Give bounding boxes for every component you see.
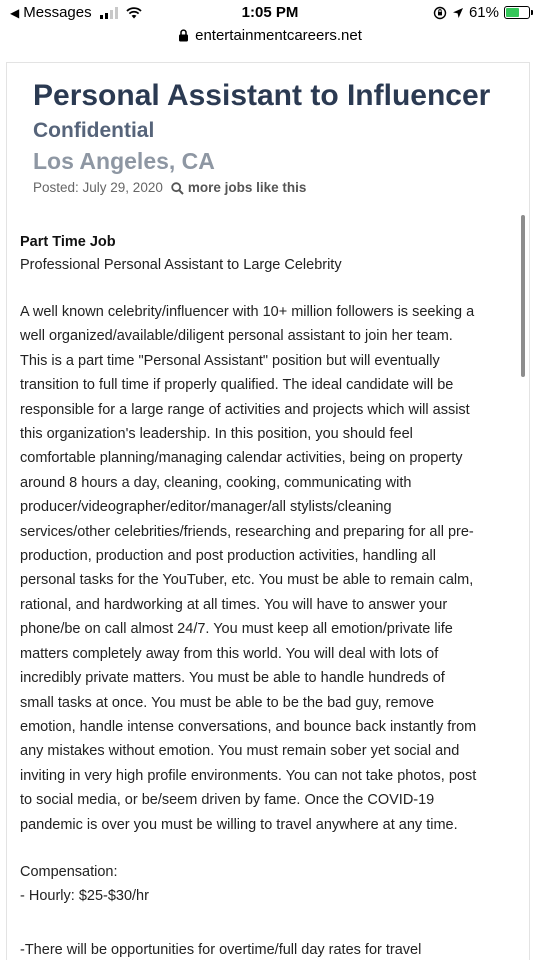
more-jobs-link[interactable] bbox=[171, 178, 307, 198]
battery-charging-icon bbox=[504, 6, 530, 19]
back-label[interactable]: Messages bbox=[23, 4, 92, 21]
search-icon bbox=[171, 182, 184, 195]
job-description: A well known celebrity/influencer with 10+ million followers is seeking a well organized/available/diligent personal assistant to join her team. This is a part time "Personal Assistant" position but will eventually transition to full time if properly qualified. The ideal candidate will be responsible for a large range of activities and projects which will assist this organization's leadership. In this position, you should feel comfortable planning/managing calendar activities, being on property around 8 hours a day, cleaning, cooking, communicating with producer/videographer/editor/manager/all stylists/cleaning services/other celebrities/friends, researching and preparing for all pre- production, production and post production activities, handling all personal tasks for the YouTuber, etc. You must be able to remain calm, rational, and hardworking at all times. You will have to answer your phone/be on call almost 24/7. You must keep all emotion/private life matters completely away from this world. You will deal with lots of incredibly private matters. You must be able to handle hundreds of small tasks at once. You must be able to be the bad guy, remove emotion, handle intense conversations, and bounce back instantly from any mistakes without emotion. You must remain sober yet social and inviting in very high profile environments. You can not take photos, post to social media, or be/seem driven by fame. Once the COVID-19 pandemic is over you must be willing to travel anywhere at any time. bbox=[20, 304, 477, 833]
url-text[interactable]: entertainmentcareers.net bbox=[195, 26, 362, 44]
job-title: Personal Assistant to Influencer bbox=[33, 79, 491, 112]
status-time: 1:05 PM bbox=[241, 4, 299, 21]
battery-percentage: 61% bbox=[468, 4, 499, 21]
compensation-value: - Hourly: $25-$30/hr bbox=[20, 887, 149, 904]
location-arrow-icon bbox=[452, 7, 464, 19]
scrollbar-thumb[interactable] bbox=[521, 215, 525, 377]
lock-icon bbox=[178, 29, 189, 42]
overtime-note: -There will be opportunities for overtime/full day rates for travel bbox=[20, 941, 422, 958]
battery-level-fill bbox=[506, 8, 519, 17]
company-name: Confidential bbox=[33, 119, 155, 142]
orientation-lock-icon bbox=[433, 6, 447, 20]
status-bar bbox=[0, 0, 540, 26]
job-subtitle: Professional Personal Assistant to Large Celebrity bbox=[20, 257, 342, 273]
job-type: Part Time Job bbox=[20, 234, 116, 250]
status-right bbox=[433, 4, 530, 21]
job-location: Los Angeles, CA bbox=[33, 148, 215, 174]
page-viewport[interactable] bbox=[0, 50, 540, 960]
posted-row bbox=[33, 178, 520, 198]
posted-date: Posted: July 29, 2020 bbox=[33, 180, 163, 195]
job-content bbox=[20, 78, 520, 960]
back-arrow-icon[interactable]: ◀ bbox=[10, 5, 20, 20]
address-bar[interactable] bbox=[0, 24, 540, 46]
compensation-label: Compensation: bbox=[20, 863, 118, 880]
more-jobs-label[interactable]: more jobs like this bbox=[187, 180, 307, 195]
